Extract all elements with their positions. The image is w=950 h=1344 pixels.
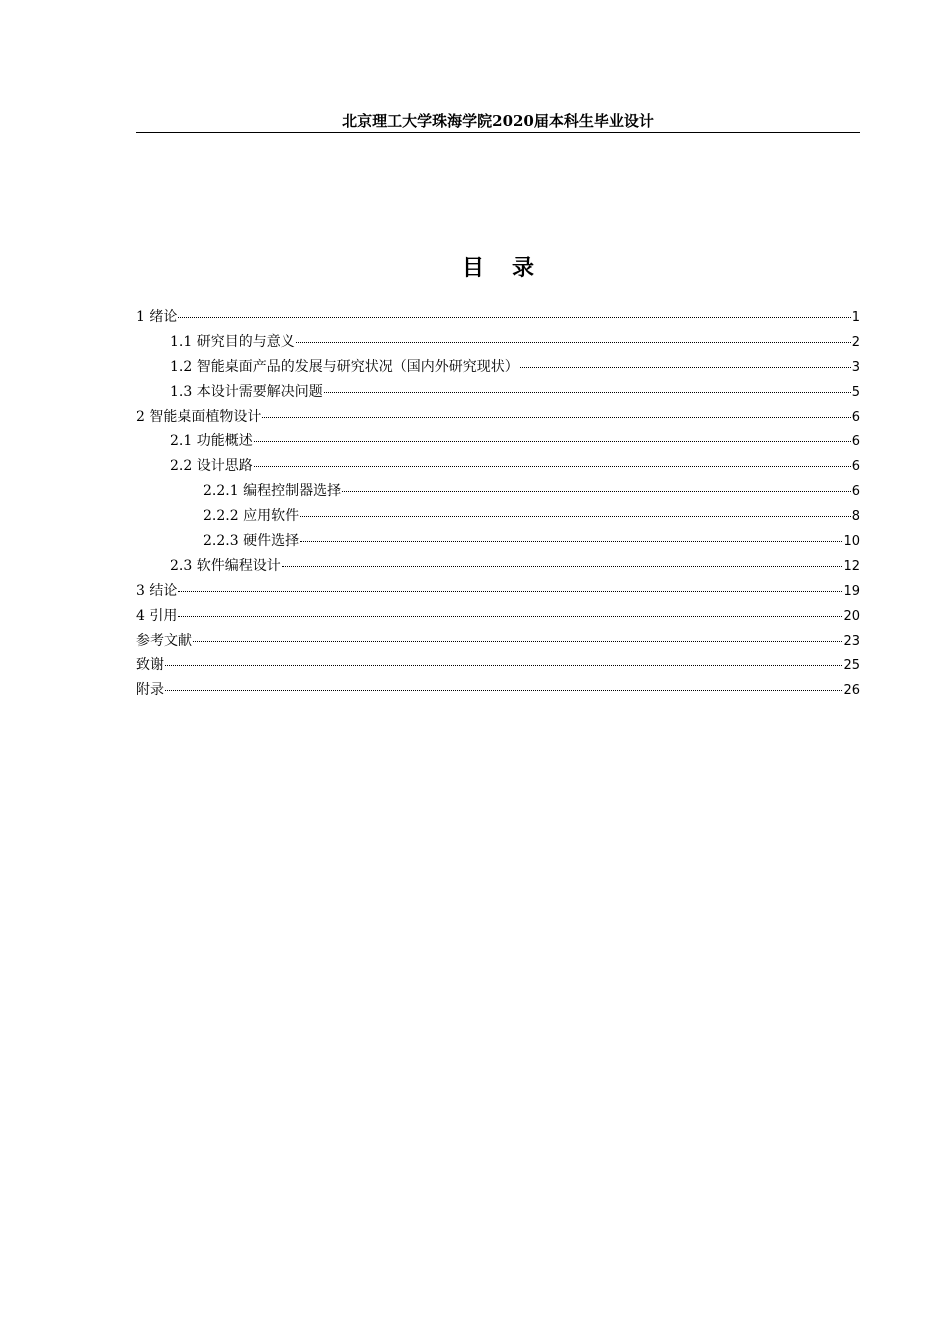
toc-entry-label: 3 结论 [136,582,178,599]
toc-entry-label: 2.2.1 编程控制器选择 [203,483,342,500]
toc-entry[interactable] [136,406,860,431]
toc-entry-label: 2 智能桌面植物设计 [136,408,262,425]
toc-entry-label: 4 引用 [136,607,178,624]
toc-entry-label: 1.2 智能桌面产品的发展与研究状况（国内外研究现状） [170,358,519,375]
toc-leader-dots [282,566,843,567]
toc-entry-label: 2.2.2 应用软件 [203,508,300,525]
toc-entry-page: 26 [843,683,860,699]
toc-leader-dots [324,392,851,393]
toc-entry-label: 2.1 功能概述 [170,433,253,450]
toc-entry-label: 1.3 本设计需要解决问题 [170,383,323,400]
toc-leader-dots [178,317,850,318]
toc-leader-dots [520,367,851,368]
toc-entry[interactable] [136,306,860,331]
toc-entry[interactable] [136,505,860,530]
toc-entry-label: 2.2.3 硬件选择 [203,533,300,550]
toc-leader-dots [296,342,851,343]
toc-entry[interactable] [136,679,860,704]
toc-leader-dots [193,641,842,642]
page-header: 北京理工大学珠海学院2020届本科生毕业设计 [136,112,860,133]
toc-entry[interactable] [136,381,860,406]
toc-entry[interactable] [136,480,860,505]
toc-entry-label: 1 绪论 [136,309,178,325]
toc-entry-page: 6 [851,459,860,475]
toc-entry-page: 6 [851,434,860,450]
toc-leader-dots [254,441,851,442]
toc-entry[interactable] [136,331,860,356]
toc-entry[interactable] [136,654,860,679]
toc-entry[interactable] [136,530,860,555]
toc-entry-label: 2.3 软件编程设计 [170,557,281,574]
toc-entry-page: 23 [843,633,860,649]
toc-leader-dots [342,491,851,492]
toc-entry-page: 1 [851,310,860,325]
toc-entry-page: 5 [851,384,860,400]
toc-entry-page: 6 [851,409,860,425]
toc-entry[interactable] [136,455,860,480]
toc-entry[interactable] [136,430,860,455]
toc-entry-page: 19 [843,583,860,599]
toc-entry[interactable] [136,630,860,655]
toc-entry[interactable] [136,356,860,381]
toc-leader-dots [254,466,851,467]
toc-leader-dots [262,417,850,418]
toc-entry-page: 6 [851,484,860,500]
toc-leader-dots [178,616,842,617]
toc-entry-page: 12 [843,558,860,574]
toc-entry-page: 25 [843,658,860,674]
toc-entry[interactable] [136,605,860,630]
toc-entry[interactable] [136,580,860,605]
toc-entry-label: 参考文献 [136,632,192,649]
toc-entry-label: 1.1 研究目的与意义 [170,333,295,350]
toc-leader-dots [178,591,842,592]
toc-leader-dots [300,541,842,542]
toc-entry-page: 2 [851,334,860,350]
toc-leader-dots [165,665,842,666]
toc-leader-dots [165,690,842,691]
table-of-contents [136,306,860,704]
toc-entry-page: 8 [851,509,860,525]
toc-entry-label: 致谢 [136,657,164,674]
toc-entry-label: 附录 [136,682,164,699]
toc-title: 目录 [461,255,562,281]
toc-entry-page: 20 [843,608,860,624]
toc-entry-label: 2.2 设计思路 [170,458,253,475]
toc-leader-dots [300,516,851,517]
toc-entry[interactable] [136,555,860,580]
toc-entry-page: 3 [851,359,860,375]
toc-entry-page: 10 [843,534,860,550]
